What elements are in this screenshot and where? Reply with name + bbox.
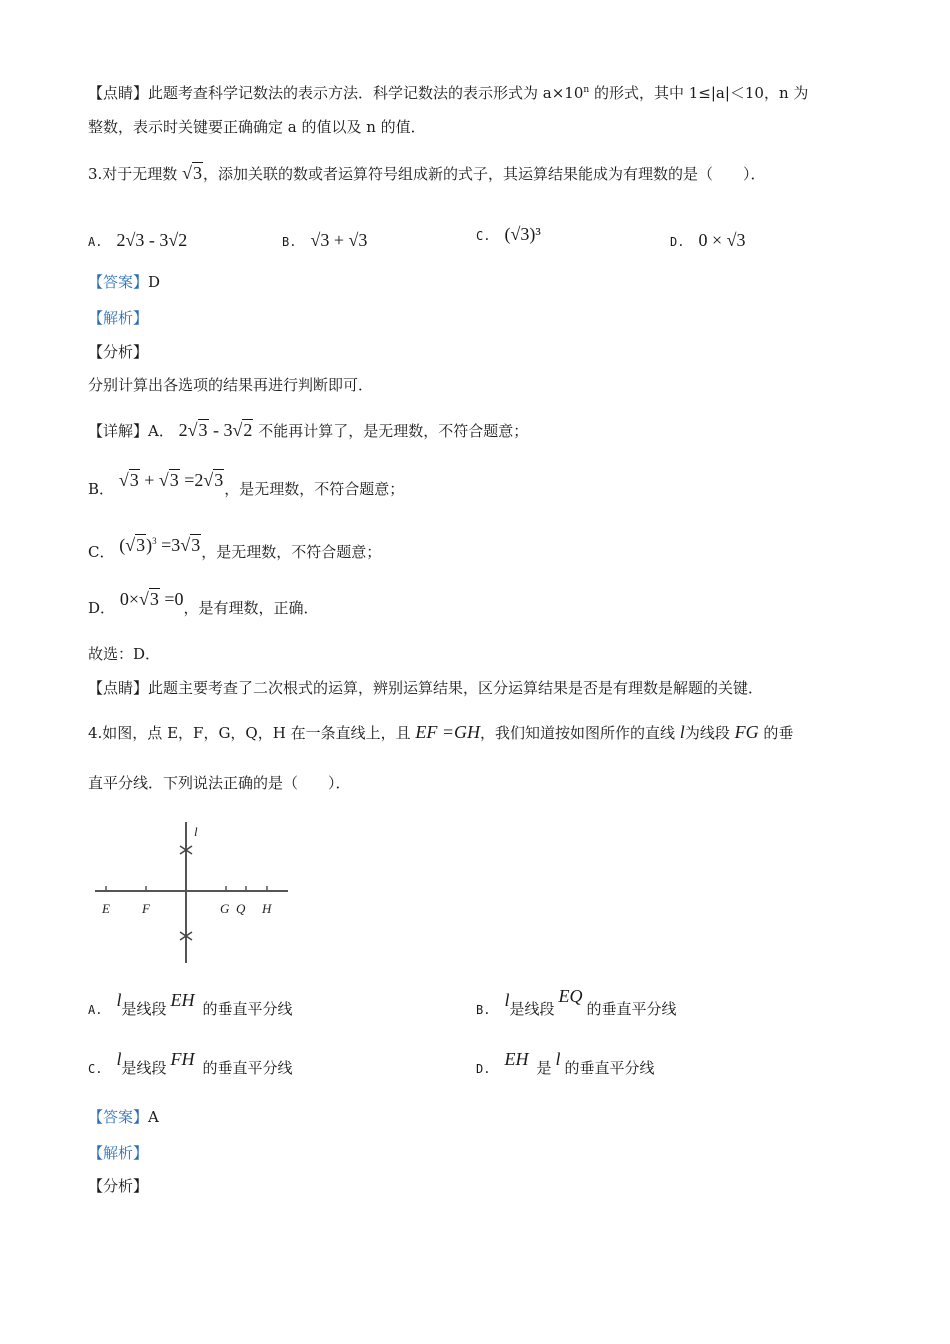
option-label: C. — [476, 229, 491, 243]
option-pre: l — [504, 990, 510, 1010]
sqrt3-expression: √3 — [182, 163, 202, 183]
option-label: B. — [476, 1003, 491, 1017]
ef-eq-gh: EF =GH — [415, 722, 480, 742]
q3-fenxi-tag: 【分析】 — [88, 343, 149, 361]
line-l: l — [679, 722, 685, 742]
q4-fenxi-tag: 【分析】 — [88, 1177, 149, 1195]
option-post: 的垂直平分线 — [202, 1000, 293, 1018]
q3-answer — [88, 272, 160, 292]
q4-stem-c: 为线段 — [684, 724, 730, 742]
detail-text: 不能再计算了，是无理数，不符合题意； — [258, 422, 529, 440]
option-post: 的垂直平分线 — [564, 1059, 655, 1077]
remark-tag: 【点睛】 — [88, 84, 149, 102]
detail-text: ，是无理数，不符合题意； — [224, 480, 405, 498]
q4-stem-1 — [88, 722, 793, 743]
option-seg: EH — [170, 990, 195, 1010]
q3-stem-b: ，添加关联的数或者运算符号组成新的式子，其运算结果能成为有理数的是（ ）． — [202, 165, 766, 183]
option-pre: l — [116, 1049, 122, 1069]
option-seg: l — [555, 1049, 561, 1069]
remark-line-1 — [88, 80, 808, 103]
option-mid: 是线段 — [121, 1059, 167, 1077]
option-label: D. — [476, 1062, 491, 1076]
label-g: G — [220, 901, 230, 916]
q4-option-c[interactable] — [88, 1049, 293, 1079]
option-label: A. — [88, 235, 103, 249]
q3-detail-d — [88, 589, 319, 618]
detail-prefix: C． — [88, 543, 115, 561]
option-mid: 是 — [536, 1059, 552, 1077]
label-h: H — [262, 901, 272, 916]
detail-d-expr: 0×√3 =0 — [119, 589, 184, 609]
remark-text-b: 的形式，其中 1≤|a|＜10，n 为 — [589, 84, 809, 102]
answer-tag: 【答案】 — [88, 273, 149, 291]
option-text: 0 × √3 — [698, 230, 746, 250]
option-mid: 是线段 — [121, 1000, 167, 1018]
q4-option-d[interactable] — [476, 1049, 655, 1079]
q4-analysis-tag: 【解析】 — [88, 1144, 149, 1162]
label-q: Q — [236, 901, 246, 916]
option-text: 2√3 - 3√2 — [116, 230, 188, 250]
label-f: F — [142, 901, 150, 916]
detail-prefix: D． — [88, 599, 116, 617]
remark-tag: 【点睛】 — [88, 679, 149, 697]
option-text: √3 + √3 — [310, 230, 368, 250]
q3-option-b[interactable] — [282, 230, 367, 252]
option-seg: EQ — [558, 986, 583, 1006]
q3-remark — [88, 678, 763, 698]
detail-b-expr: √3 + √3 =2√3 — [118, 470, 224, 490]
detail-text: ，是有理数，正确． — [183, 599, 319, 617]
q4-answer — [88, 1107, 159, 1127]
option-pre: l — [116, 990, 122, 1010]
q3-detail-b — [88, 470, 405, 499]
q3-fenxi: 分别计算出各选项的结果再进行判断即可． — [88, 376, 374, 394]
option-mid: 是线段 — [509, 1000, 555, 1018]
q3-detail-a — [88, 420, 528, 441]
q4-stem-d: 的垂 — [763, 724, 794, 742]
detail-prefix: B． — [88, 480, 115, 498]
option-label: A. — [88, 1003, 103, 1017]
q4-stem-2: 直平分线．下列说法正确的是（ ）． — [88, 774, 351, 792]
detail-tag: 【详解】 — [88, 422, 149, 440]
segment-fg: FG — [734, 722, 759, 742]
option-post: 的垂直平分线 — [202, 1059, 293, 1077]
q3-option-d[interactable] — [670, 230, 745, 252]
detail-c-expr: $(√3)^3 =3√3$ — [119, 535, 201, 555]
q4-option-a[interactable] — [88, 990, 293, 1020]
q3-stem-a: 3.对于无理数 — [88, 165, 178, 183]
label-l: l — [194, 824, 198, 839]
q4-stem-b: ，我们知道按如图所作的直线 — [480, 724, 676, 742]
remark-text-a: 此题考查科学记数法的表示方法．科学记数法的表示形式为 a×10 — [148, 84, 584, 102]
answer-tag: 【答案】 — [88, 1108, 149, 1126]
label-e: E — [102, 901, 110, 916]
detail-text: ，是无理数，不符合题意； — [201, 543, 382, 561]
q3-detail-c — [88, 537, 381, 562]
option-label: B. — [282, 235, 297, 249]
perpendicular-bisector-figure — [90, 818, 295, 968]
q4-option-b[interactable] — [476, 986, 677, 1020]
q3-option-c[interactable] — [476, 224, 541, 246]
remark-sup: n — [583, 85, 590, 95]
q3-choose: 故选：D． — [88, 645, 161, 663]
option-label: C. — [88, 1062, 103, 1076]
detail-prefix: A． — [148, 422, 174, 440]
answer-value: D — [148, 273, 161, 291]
q3-option-a[interactable] — [88, 230, 187, 252]
remark-text: 此题主要考查了二次根式的运算，辨别运算结果，区分运算结果是否是有理数是解题的关键． — [148, 679, 764, 697]
option-seg: FH — [170, 1049, 195, 1069]
option-label: D. — [670, 235, 685, 249]
detail-a-expr: 2√3 - 3√2 — [178, 420, 253, 440]
q4-stem-a: 4.如图，点 E，F，G，Q，H 在一条直线上，且 — [88, 724, 411, 742]
remark-line-2: 整数，表示时关键要正确确定 a 的值以及 n 的值． — [88, 118, 426, 136]
answer-value: A — [148, 1108, 159, 1126]
option-post: 的垂直平分线 — [586, 1000, 677, 1018]
q3-stem — [88, 163, 766, 184]
option-pre: EH — [504, 1049, 529, 1069]
q3-analysis-tag: 【解析】 — [88, 309, 149, 327]
option-text: (√3)³ — [504, 224, 541, 244]
